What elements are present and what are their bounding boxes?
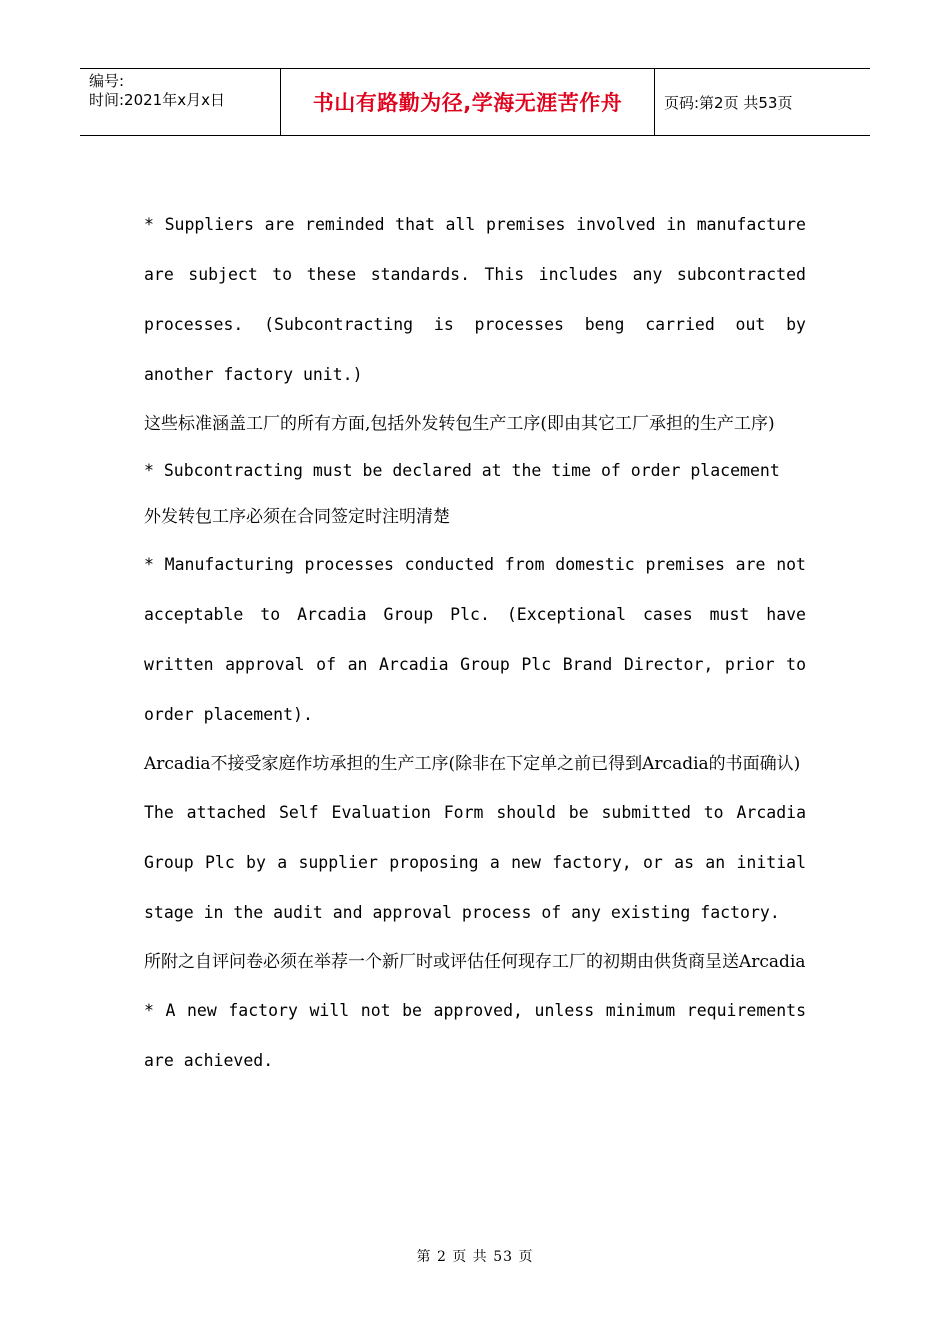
page-footer: 第 2 页 共 53 页 bbox=[416, 1249, 534, 1265]
header-motto: 书山有路勤为径,学海无涯苦作舟 bbox=[281, 69, 655, 135]
document-time-label: 时间:2021年x月x日 bbox=[89, 91, 225, 109]
page-header bbox=[80, 68, 870, 136]
paragraph-suppliers-reminder: * Suppliers are reminded that all premises involved in manufacture are subject to these standards. This includes any subcontracted processes. (Subcontracting is processes beng carried out by another factory unit.) bbox=[144, 215, 806, 384]
document-number-label: 编号: bbox=[89, 72, 125, 90]
header-page-info: 页码:第2页 共53页 bbox=[664, 93, 793, 112]
paragraph-subcontracting-declared: * Subcontracting must be declared at the time of order placement bbox=[144, 461, 780, 480]
paragraph-new-factory: * A new factory will not be approved, unless minimum requirements are achieved. bbox=[144, 1001, 806, 1070]
paragraph-subcontracting-cn: 外发转包工序必须在合同签定时注明清楚 bbox=[144, 507, 450, 527]
paragraph-self-evaluation-cn: 所附之自评问卷必须在举荐一个新厂时或评估任何现存工厂的初期由供货商呈送Arcadia bbox=[144, 952, 806, 972]
paragraph-domestic-premises-cn: Arcadia不接受家庭作坊承担的生产工序(除非在下定单之前已得到Arcadia的书面确认) bbox=[144, 754, 801, 774]
paragraph-self-evaluation: The attached Self Evaluation Form should be submitted to Arcadia Group Plc by a supplier proposing a new factory, or as an initial stage in the audit and approval process of any existing factory. bbox=[144, 803, 806, 922]
document-body bbox=[144, 200, 806, 1086]
paragraph-standards-cn: 这些标准涵盖工厂的所有方面,包括外发转包生产工序(即由其它工厂承担的生产工序) bbox=[144, 414, 775, 434]
header-meta-cell bbox=[80, 69, 281, 135]
paragraph-domestic-premises: * Manufacturing processes conducted from domestic premises are not acceptable to Arcadia Group Plc. (Exceptional cases must have written approval of an Arcadia Group Plc Brand Director, prior to order placement). bbox=[144, 555, 806, 724]
